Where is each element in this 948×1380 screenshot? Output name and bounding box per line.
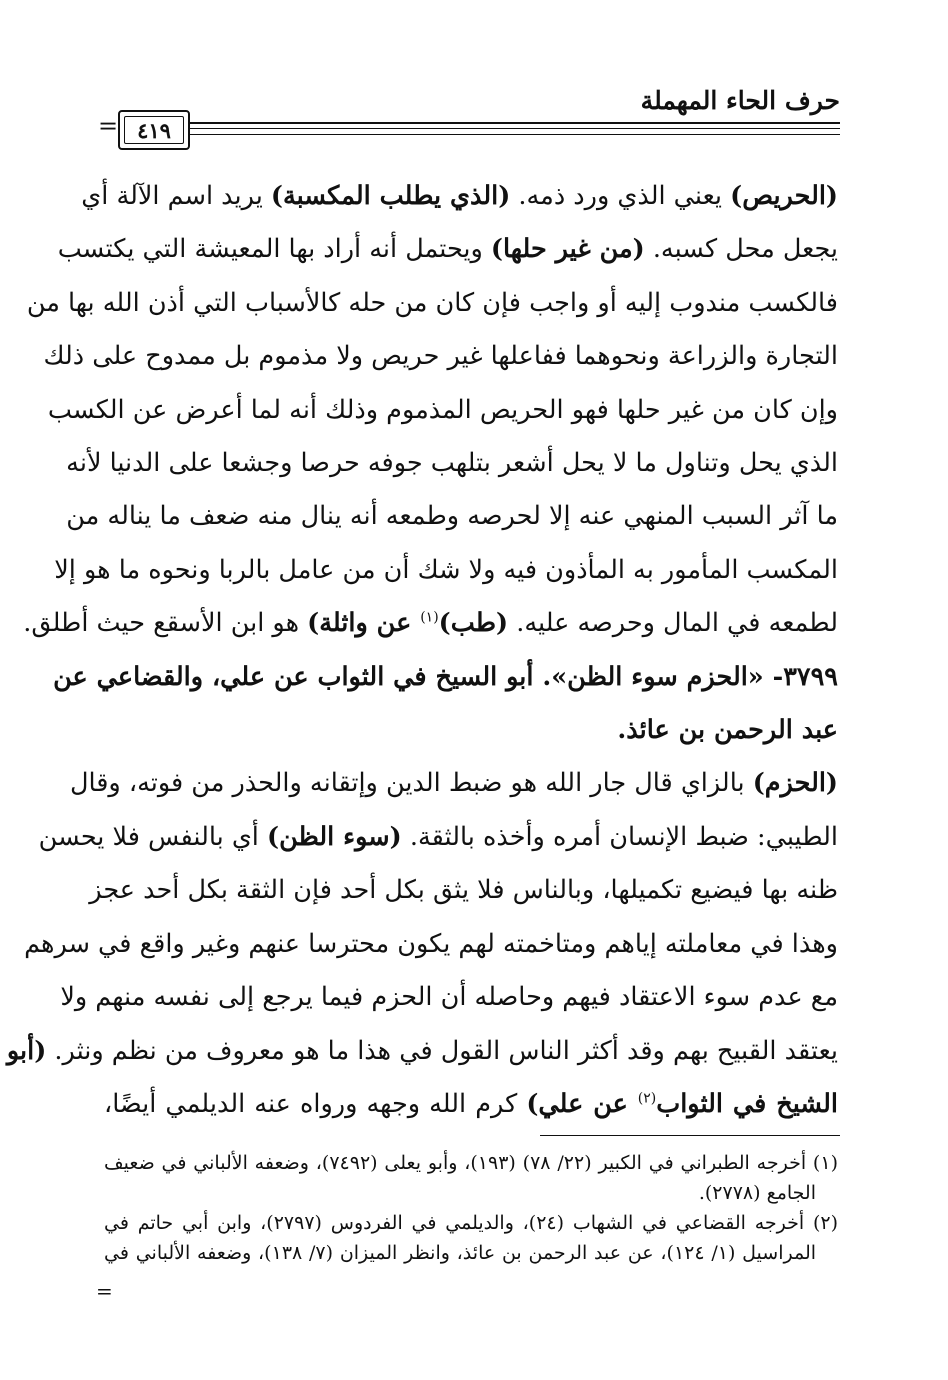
bold-term: (الحريص)	[730, 181, 838, 211]
text-line	[57, 223, 838, 276]
text-run: الطيبي: ضبط الإنسان أمره وأخذه بالثقة.	[401, 821, 838, 852]
text-run: يريد اسم الآلة أي	[81, 181, 271, 211]
bold-term: (الحزم)	[752, 768, 838, 799]
footnote-2-line: (٢) أخرجه القضاعي في الشهاب (٢٤)، والديلمي في الفردوس (٢٧٩٧)، وابن أبي حاتم في	[104, 1212, 838, 1234]
footnote-ref: (١)	[420, 609, 439, 626]
page-number-frame	[118, 110, 190, 150]
text-run: أي بالنفس فلا يحسن	[38, 821, 267, 852]
hadith-line: عبد الرحمن بن عائذ.	[617, 715, 838, 746]
footnote-1-line: (١) أخرجه الطبراني في الكبير (٢٢/ ٧٨) (١٩٣)، وأبو يعلى (٧٤٩٢)، وضعفه الألباني في ضعيف	[104, 1152, 838, 1174]
text-line: التجارة والزراعة ونحوهما ففاعلها غير حريص ولا مذموم بل ممدوح على ذلك	[43, 341, 838, 372]
text-run: يجعل محل كسبه.	[644, 234, 838, 265]
paragraph-commentary-1	[23, 170, 838, 651]
header-rule	[188, 122, 840, 138]
page-marker: =	[98, 112, 119, 140]
bold-term: (طب)	[438, 608, 509, 639]
page-number: ٤١٩	[124, 116, 184, 144]
body-text	[6, 170, 838, 1131]
footnote-2-line: المراسيل (١/ ١٢٤)، عن عبد الرحمن بن عائذ، وانظر الميزان (٧/ ١٣٨)، وضعفه الألباني في	[104, 1242, 817, 1264]
bold-term: (من غير حلها)	[490, 234, 645, 265]
hadith-line: ٣٧٩٩- «الحزم سوء الظن». أبو السيخ في الثواب عن علي، والقضاعي عن	[53, 661, 838, 692]
text-line: وهذا في معاملته إياهم ومتاخمته لهم يكون محترسا عنهم وغير واقع في سرهم	[24, 928, 838, 959]
text-run: هو ابن الأسقع حيث أطلق.	[23, 608, 308, 639]
text-line	[81, 170, 838, 223]
footnote-ref: (٢)	[637, 1090, 657, 1107]
text-line	[38, 811, 838, 864]
bold-term: (الذي يطلب المكسبة)	[270, 181, 511, 211]
bold-term: عن علي)	[526, 1088, 638, 1119]
bold-term: (سوء الظن)	[267, 821, 402, 852]
text-line: المكسب المأمور به المأذون فيه ولا شك أن من عامل بالربا ونحوه ما هو إلا	[54, 554, 838, 585]
footnote-1-line: الجامع (٢٧٧٨).	[698, 1182, 816, 1204]
text-line	[69, 757, 838, 810]
continuation-marker: =	[96, 1279, 113, 1303]
text-run: كرم الله وجهه ورواه عنه الديلمي أيضًا،	[104, 1088, 527, 1119]
text-line	[6, 1025, 838, 1078]
text-run: ويحتمل أنه أراد بها المعيشة التي يكتسب	[57, 234, 491, 265]
text-run: يعتقد القبيح بهم وقد أكثر الناس القول في هذا ما هو معروف من نظم ونثر.	[46, 1035, 838, 1066]
text-run: لطمعه في المال وحرصه عليه.	[508, 608, 838, 639]
text-line: مع عدم سوء الاعتقاد فيهم وحاصله أن الحزم فيما يرجع إلى نفسه منهم ولا	[60, 982, 838, 1013]
footnote-separator	[540, 1135, 840, 1136]
paragraph-commentary-2	[6, 757, 838, 1131]
bold-term: الشيخ في الثواب	[656, 1088, 838, 1119]
bold-term: عن واثلة)	[307, 608, 421, 639]
text-line: ما آثر السبب المنهي عنه إلا لحرصه وطمعه أنه ينال منه ضعف ما يناله من	[66, 501, 838, 532]
running-header-title: حرف الحاء المهملة	[640, 86, 840, 115]
text-line: وإن كان من غير حلها فهو الحريص المذموم وذلك أنه لما أعرض عن الكسب	[47, 394, 838, 425]
text-line	[23, 597, 838, 650]
text-line: فالكسب مندوب إليه أو واجب فإن كان من حله كالأسباب التي أذن الله بها من	[26, 287, 838, 318]
bold-term: (أبو	[6, 1035, 47, 1066]
text-run: يعني الذي ورد ذمه.	[510, 181, 731, 211]
text-line: الذي يحل وتناول ما لا يحل أشعر بتلهب جوفه حرصا وجشعا على الدنيا لأنه	[66, 448, 838, 479]
footnotes	[104, 1148, 838, 1268]
text-line	[104, 1078, 838, 1131]
text-run: بالزاي قال جار الله هو ضبط الدين وإتقانه والحذر من فوته، وقال	[69, 768, 753, 799]
text-line: ظنه بها فيضيع تكميلها، وبالناس فلا يثق بكل أحد فإن الثقة بكل أحد عجز	[89, 875, 838, 906]
hadith-entry-3799	[53, 651, 838, 758]
